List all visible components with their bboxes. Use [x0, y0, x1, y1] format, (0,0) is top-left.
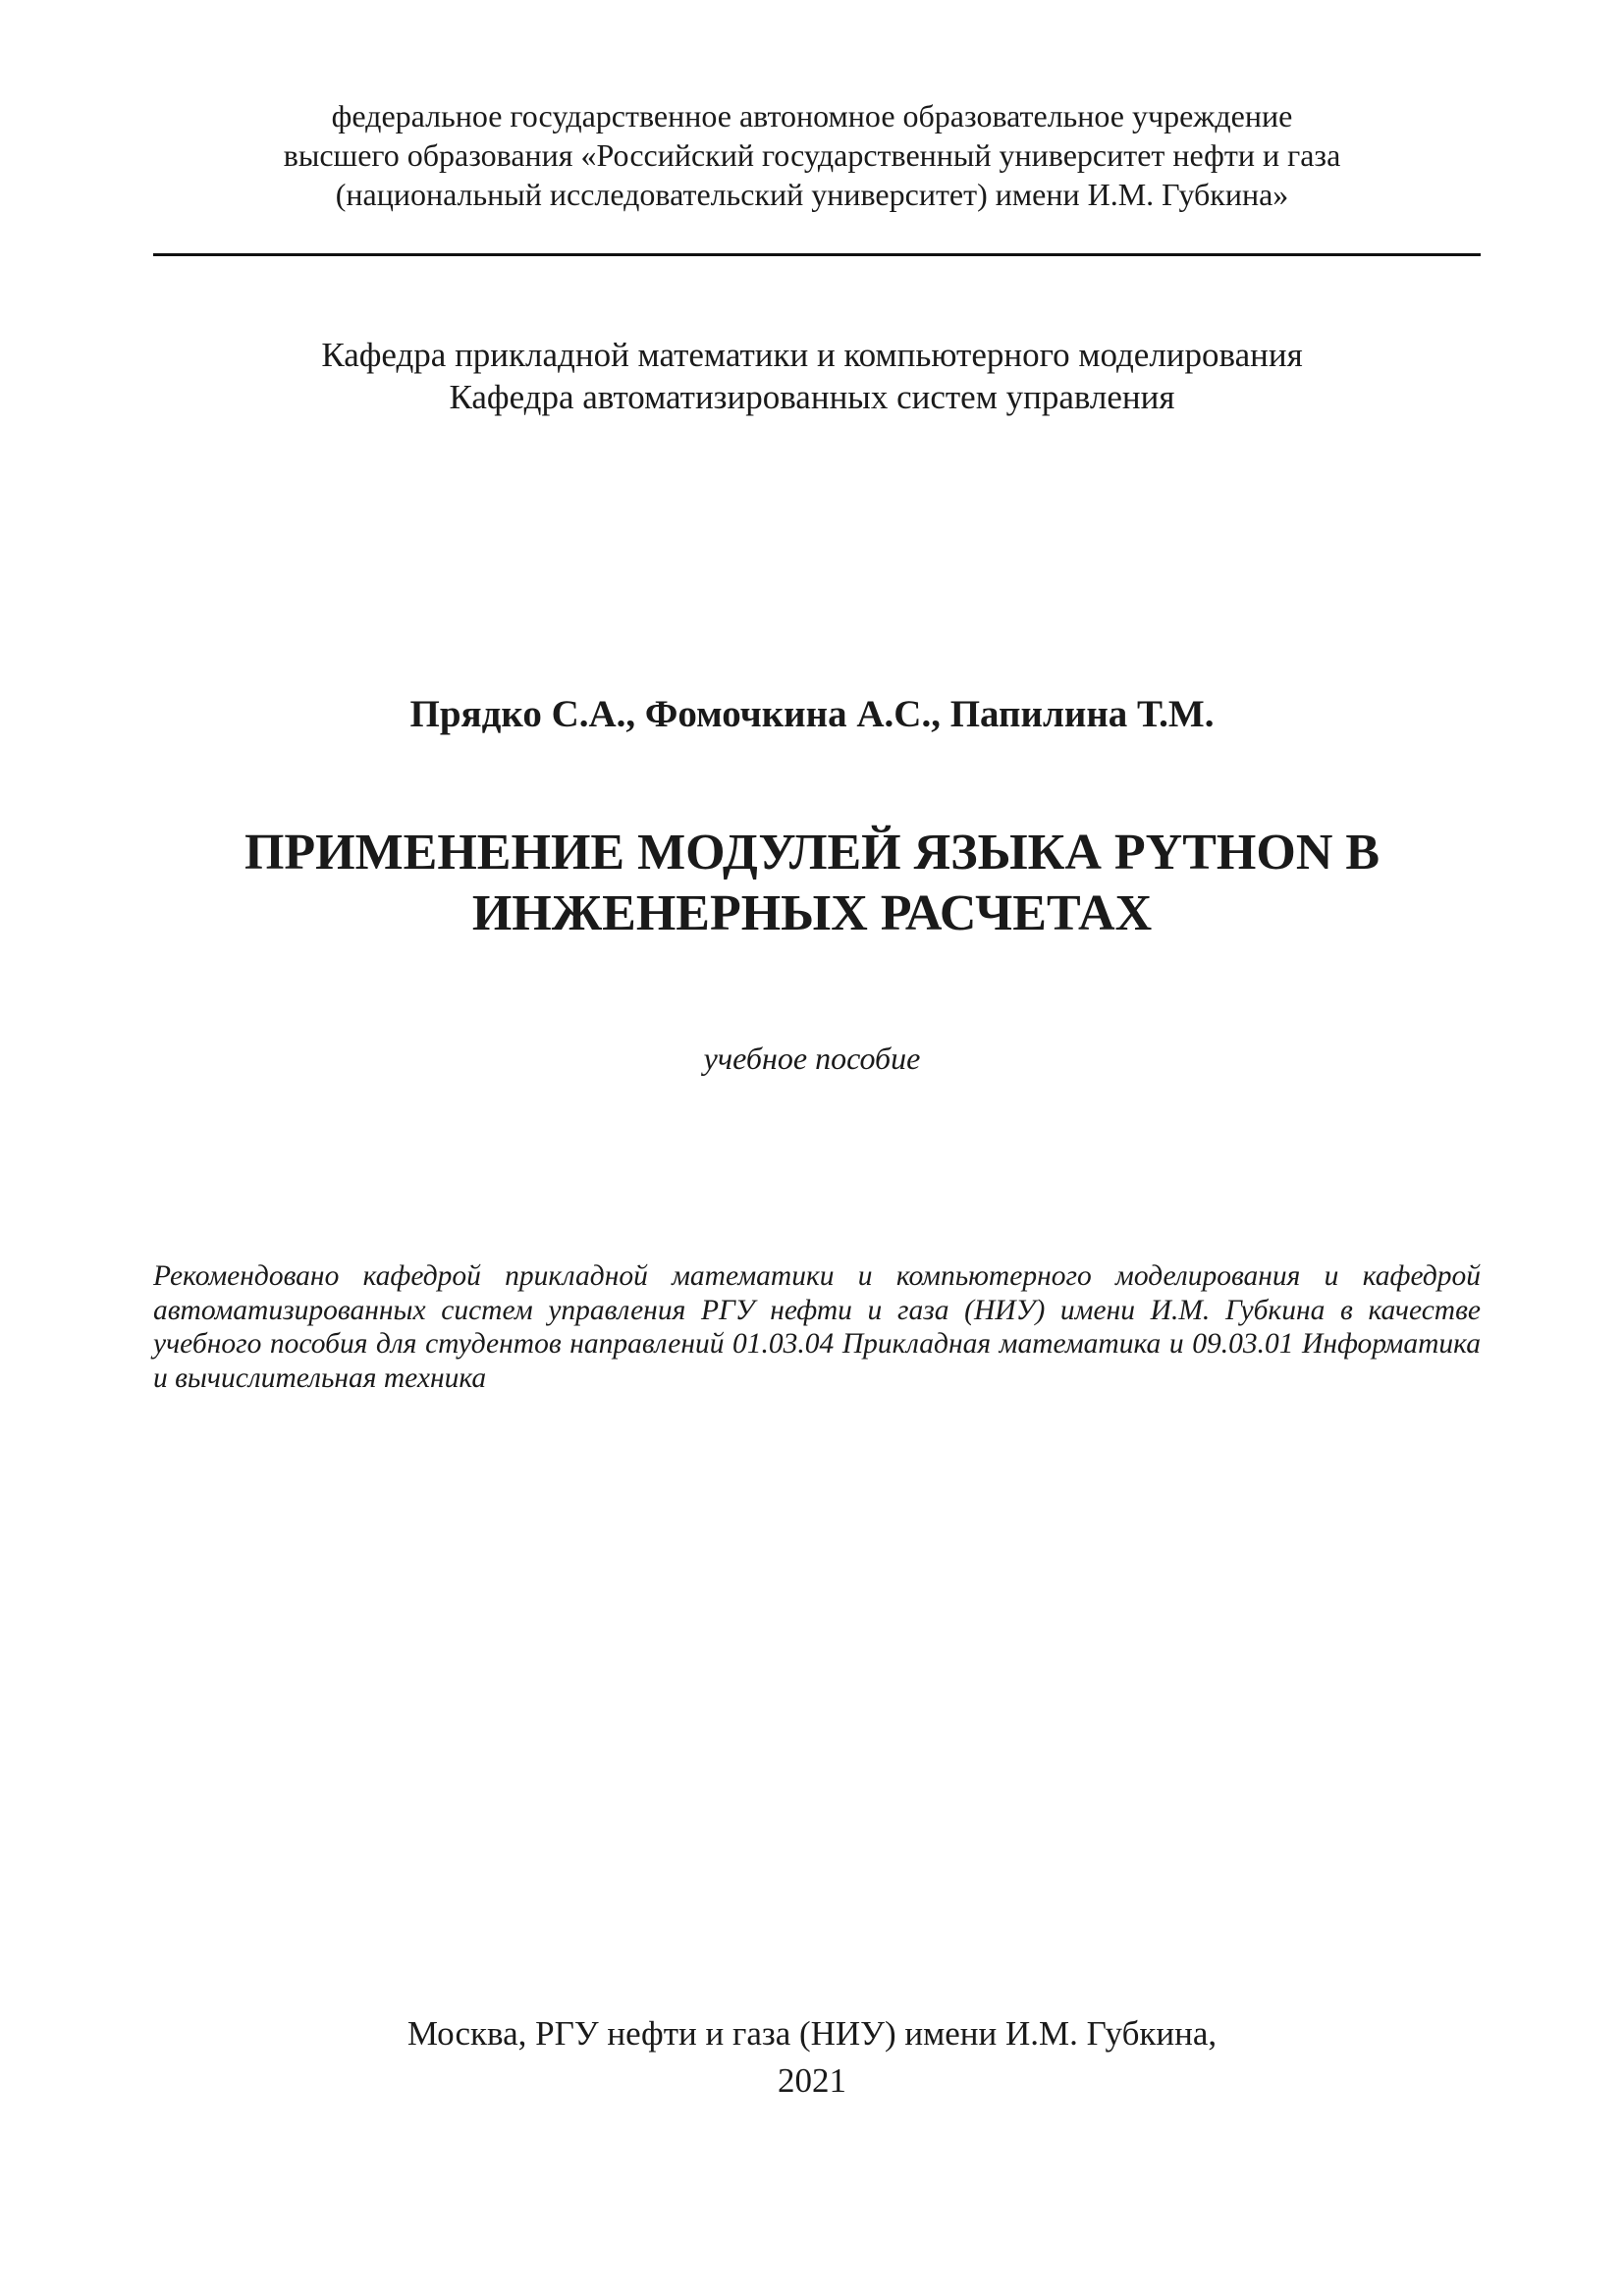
departments: [0, 334, 1624, 418]
recommendation-text: Рекомендовано кафедрой прикладной математики и компьютерного моделирования и кафедрой автоматизированных систем управления РГУ нефти и газа (НИУ) имени И.М. Губкина в качестве учебного пособия для студентов направлений 01.03.04 Прикладная математика и 09.03.01 Информатика и вычислительная техника: [153, 1260, 1481, 1394]
publisher-imprint: [0, 2010, 1624, 2105]
department-2: Кафедра автоматизированных систем управления: [449, 378, 1175, 416]
book-title: [0, 823, 1624, 944]
publisher-place: Москва, РГУ нефти и газа (НИУ) имени И.М. Губкина,: [406, 2014, 1218, 2053]
institution-line-3: (национальный исследовательский университет) имени И.М. Губкина»: [335, 177, 1289, 212]
book-title-line-1: ПРИМЕНЕНИЕ МОДУЛЕЙ ЯЗЫКА PYTHON В: [244, 825, 1380, 881]
book-title-line-2: ИНЖЕНЕРНЫХ РАСЧЕТАХ: [471, 885, 1153, 941]
book-subtitle: учебное пособие: [703, 1041, 921, 1076]
institution-line-2: высшего образования «Российский государственный университет нефти и газа: [283, 137, 1341, 173]
header-divider: [153, 253, 1481, 256]
authors: Прядко С.А., Фомочкина А.С., Папилина Т.М.: [409, 693, 1215, 735]
institution-line-1: федеральное государственное автономное образовательное учреждение: [331, 98, 1293, 133]
department-1: Кафедра прикладной математики и компьютерного моделирования: [321, 336, 1303, 374]
institution-header: [0, 96, 1624, 214]
publication-year: 2021: [778, 2061, 846, 2100]
